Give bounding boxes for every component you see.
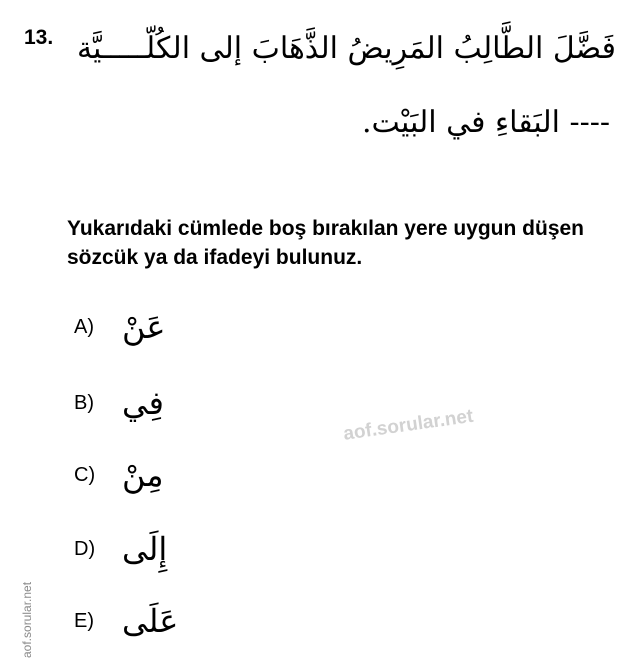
arabic-sentence-line-2: ---- البَقاءِ في البَيْت. (361, 105, 610, 140)
option-letter: E) (74, 610, 94, 632)
option-letter: D) (74, 538, 96, 560)
option-text: مِنْ (122, 456, 164, 494)
arabic-sentence-line-1: فَضَّلَ الطَّالِبُ المَرِيضُ الذَّهَابَ إلى الكُلّـــــيَّة (76, 31, 616, 66)
option-e[interactable] (74, 604, 234, 654)
option-text: عَلَى (122, 602, 179, 640)
option-letter: C) (74, 464, 96, 486)
option-c[interactable] (74, 458, 234, 508)
option-letter: A) (74, 316, 94, 338)
question-prompt: Yukarıdaki cümlede boş bırakılan yere uygun düşen sözcük ya da ifadeyi bulunuz. (67, 217, 585, 269)
watermark-side: aof.sorular.net (20, 581, 34, 658)
question-number: 13. (24, 26, 54, 49)
option-d[interactable] (74, 532, 234, 582)
option-letter: B) (74, 392, 94, 414)
watermark-center: aof.sorular.net (342, 405, 475, 445)
option-text: إِلَى (122, 530, 168, 568)
option-text: عَنْ (122, 308, 166, 346)
option-b[interactable] (74, 386, 234, 436)
option-text: فِي (122, 384, 164, 422)
option-a[interactable] (74, 310, 234, 360)
